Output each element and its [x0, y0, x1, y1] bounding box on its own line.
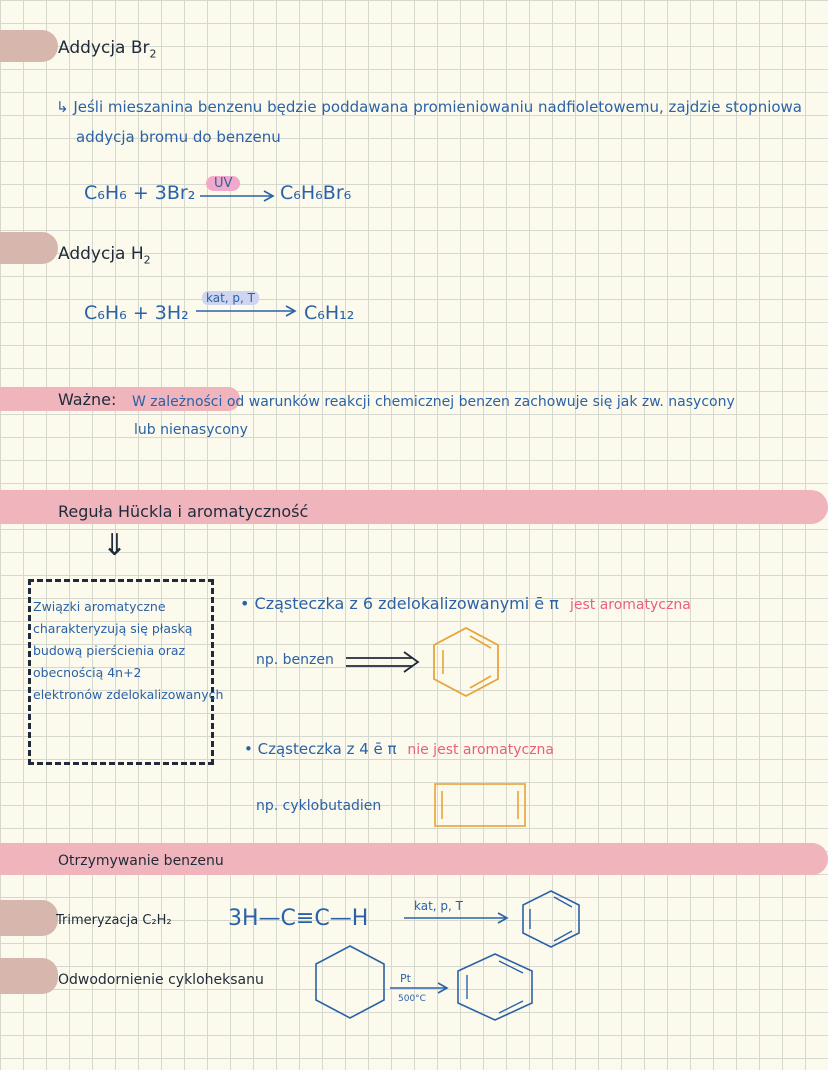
important-line1: W zależności od warunków reakcji chemicznej benzen zachowuje się jak zw. nasycony — [132, 394, 735, 410]
important-line2: lub nienasycony — [134, 422, 248, 438]
br2-description-line1: ↳ Jeśli mieszanina benzenu będzie poddawana promieniowaniu nadfioletowemu, zajdzie stopniowa — [56, 98, 803, 116]
implies-double-arrow — [346, 652, 422, 672]
section-tab-h2 — [0, 232, 58, 264]
heading-addycja-br2 — [58, 38, 157, 60]
dehydro-temperature: 500°C — [398, 994, 426, 1004]
section-tab-dehydro — [0, 958, 58, 994]
dehydro-catalyst: Pt — [400, 972, 411, 985]
br2-equation-left: C₆H₆ + 3Br₂ — [84, 182, 196, 204]
trim-reaction-arrow — [404, 912, 512, 924]
trim-condition: kat, p, T — [414, 899, 464, 913]
cyclohexane-ring-icon — [312, 944, 388, 1020]
section-tab-trim — [0, 900, 58, 936]
box-line-1: Związki aromatyczne — [33, 599, 166, 614]
h2-condition: kat, p, T — [202, 291, 259, 305]
point1 — [240, 594, 691, 613]
br2-condition-uv — [206, 176, 240, 191]
heading-addycja-h2 — [58, 244, 151, 266]
uv-badge: UV — [206, 176, 240, 191]
cyclobutadiene-ring-icon — [434, 783, 526, 827]
benzene-ring-icon — [430, 626, 502, 698]
example-benzen: np. benzen — [256, 652, 334, 668]
point1-result: jest aromatyczna — [569, 597, 691, 613]
odwodornienie-label: Odwodornienie cykloheksanu — [58, 972, 264, 988]
box-line-2: charakteryzują się płaską — [33, 621, 193, 636]
heading-otrzymywanie: Otrzymywanie benzenu — [58, 853, 224, 869]
heading-subscript: 2 — [143, 253, 151, 267]
point2-result: nie jest aromatyczna — [407, 742, 555, 758]
br2-reaction-arrow — [200, 190, 278, 202]
benzene-dehydro-product-icon — [456, 952, 534, 1022]
box-line-5: elektronów zdelokalizowanych — [33, 687, 224, 702]
box-line-3: budową pierścienia oraz — [33, 643, 186, 658]
heading-huckel: Reguła Hückla i aromatyczność — [58, 502, 309, 521]
br2-equation-right: C₆H₆Br₆ — [280, 182, 352, 204]
box-line-4: obecnością 4n+2 — [33, 665, 142, 680]
br2-description-line2: addycja bromu do benzenu — [76, 128, 281, 146]
implies-arrow: ⇓ — [102, 528, 128, 563]
important-label: Ważne: — [58, 390, 117, 409]
trimeryzacja-label: Trimeryzacja C₂H₂ — [56, 913, 172, 928]
section-tab-br2 — [0, 30, 58, 62]
trim-equation: 3H—C≡C—H — [228, 906, 369, 931]
dehydro-reaction-arrow — [390, 982, 452, 994]
point2 — [244, 740, 554, 758]
example-cyklobutadien: np. cyklobutadien — [256, 798, 382, 814]
h2-equation-left: C₆H₆ + 3H₂ — [84, 302, 189, 324]
heading-subscript: 2 — [149, 47, 157, 61]
heading-text: Addycja H — [58, 244, 144, 264]
h2-equation-right: C₆H₁₂ — [304, 302, 355, 324]
heading-text: Addycja Br — [58, 38, 150, 58]
point2-text: • Cząsteczka z 4 ē π — [244, 740, 397, 758]
aromatic-definition-box — [28, 579, 224, 765]
benzene-product-icon — [520, 889, 582, 949]
point1-text: • Cząsteczka z 6 zdelokalizowanymi ē π — [240, 594, 559, 613]
h2-reaction-arrow — [196, 305, 300, 317]
